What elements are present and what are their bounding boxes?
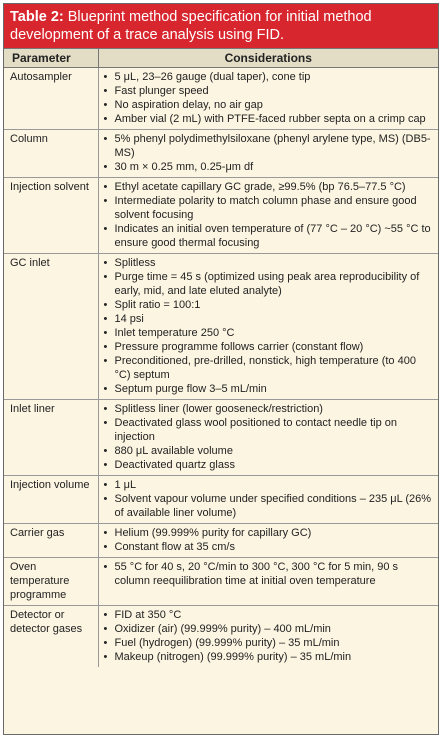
considerations-list [103,402,435,472]
considerations-cell [98,68,438,130]
considerations-list [103,526,435,554]
considerations-list [103,560,435,588]
considerations-cell [98,130,438,178]
list-item: • Ethyl acetate capillary GC grade, ≥99.5% (bp 76.5–77.5 °C) [103,180,435,194]
list-item: • FID at 350 °C [103,608,435,622]
method-specification-table [4,48,438,667]
considerations-list [103,256,435,396]
header-row [4,49,438,68]
list-item: • Oxidizer (air) (99.999% purity) – 400 mL/min [103,622,435,636]
considerations-cell [98,606,438,668]
table-caption [4,4,438,48]
list-item: • Splitless liner (lower gooseneck/restriction) [103,402,435,416]
list-item: • Helium (99.999% purity for capillary GC) [103,526,435,540]
table-body [4,68,438,668]
considerations-list [103,478,435,520]
table-row [4,606,438,668]
list-item: • Splitless [103,256,435,270]
table-row [4,524,438,558]
list-item: • Preconditioned, pre-drilled, nonstick, high temperature (to 400 °C) septum [103,354,435,382]
list-item: • Indicates an initial oven temperature of (77 °C – 20 °C) ~55 °C to ensure good thermal focusing [103,222,435,250]
considerations-list [103,180,435,250]
table-caption-text: Blueprint method specification for initial method development of a trace analysis using FID. [10,9,372,43]
parameter-cell: Column [4,130,98,178]
list-item: • Split ratio = 100:1 [103,298,435,312]
method-table-figure [3,3,439,735]
table-caption-label: Table 2: [10,9,64,25]
considerations-cell [98,178,438,254]
considerations-list [103,70,435,126]
table-row [4,400,438,476]
list-item: • Purge time = 45 s (optimized using peak area reproducibility of early, mid, and late eluted analyte) [103,270,435,298]
parameter-cell: Inlet liner [4,400,98,476]
list-item: • Amber vial (2 mL) with PTFE-faced rubber septa on a crimp cap [103,112,435,126]
list-item: • Intermediate polarity to match column phase and ensure good solvent focusing [103,194,435,222]
list-item: • 5 μL, 23–26 gauge (dual taper), cone tip [103,70,435,84]
table-row [4,476,438,524]
list-item: • Fast plunger speed [103,84,435,98]
considerations-cell [98,400,438,476]
column-header-parameter: Parameter [4,49,98,68]
parameter-cell: GC inlet [4,254,98,400]
table-row [4,130,438,178]
considerations-cell [98,524,438,558]
parameter-cell: Injection volume [4,476,98,524]
list-item: • 55 °C for 40 s, 20 °C/min to 300 °C, 300 °C for 5 min, 90 s column reequilibration time at initial oven temperature [103,560,435,588]
list-item: • Makeup (nitrogen) (99.999% purity) – 35 mL/min [103,650,435,664]
list-item: • No aspiration delay, no air gap [103,98,435,112]
table-row [4,68,438,130]
considerations-cell [98,558,438,606]
parameter-cell: Oven temperature programme [4,558,98,606]
list-item: • Deactivated quartz glass [103,458,435,472]
list-item: • Inlet temperature 250 °C [103,326,435,340]
parameter-cell: Injection solvent [4,178,98,254]
list-item: • 5% phenyl polydimethylsiloxane (phenyl arylene type, MS) (DB5-MS) [103,132,435,160]
considerations-list [103,132,435,174]
list-item: • 880 μL available volume [103,444,435,458]
list-item: • Deactivated glass wool positioned to contact needle tip on injection [103,416,435,444]
list-item: • Fuel (hydrogen) (99.999% purity) – 35 mL/min [103,636,435,650]
list-item: • Solvent vapour volume under specified conditions – 235 μL (26% of available liner volume) [103,492,435,520]
list-item: • 14 psi [103,312,435,326]
table-row [4,558,438,606]
parameter-cell: Carrier gas [4,524,98,558]
list-item: • Constant flow at 35 cm/s [103,540,435,554]
table-row [4,178,438,254]
list-item: • 1 μL [103,478,435,492]
considerations-cell [98,476,438,524]
considerations-cell [98,254,438,400]
column-header-considerations: Considerations [98,49,438,68]
list-item: • 30 m × 0.25 mm, 0.25-μm df [103,160,435,174]
list-item: • Pressure programme follows carrier (constant flow) [103,340,435,354]
parameter-cell: Detector or detector gases [4,606,98,668]
considerations-list [103,608,435,664]
parameter-cell: Autosampler [4,68,98,130]
list-item: • Septum purge flow 3–5 mL/min [103,382,435,396]
table-row [4,254,438,400]
